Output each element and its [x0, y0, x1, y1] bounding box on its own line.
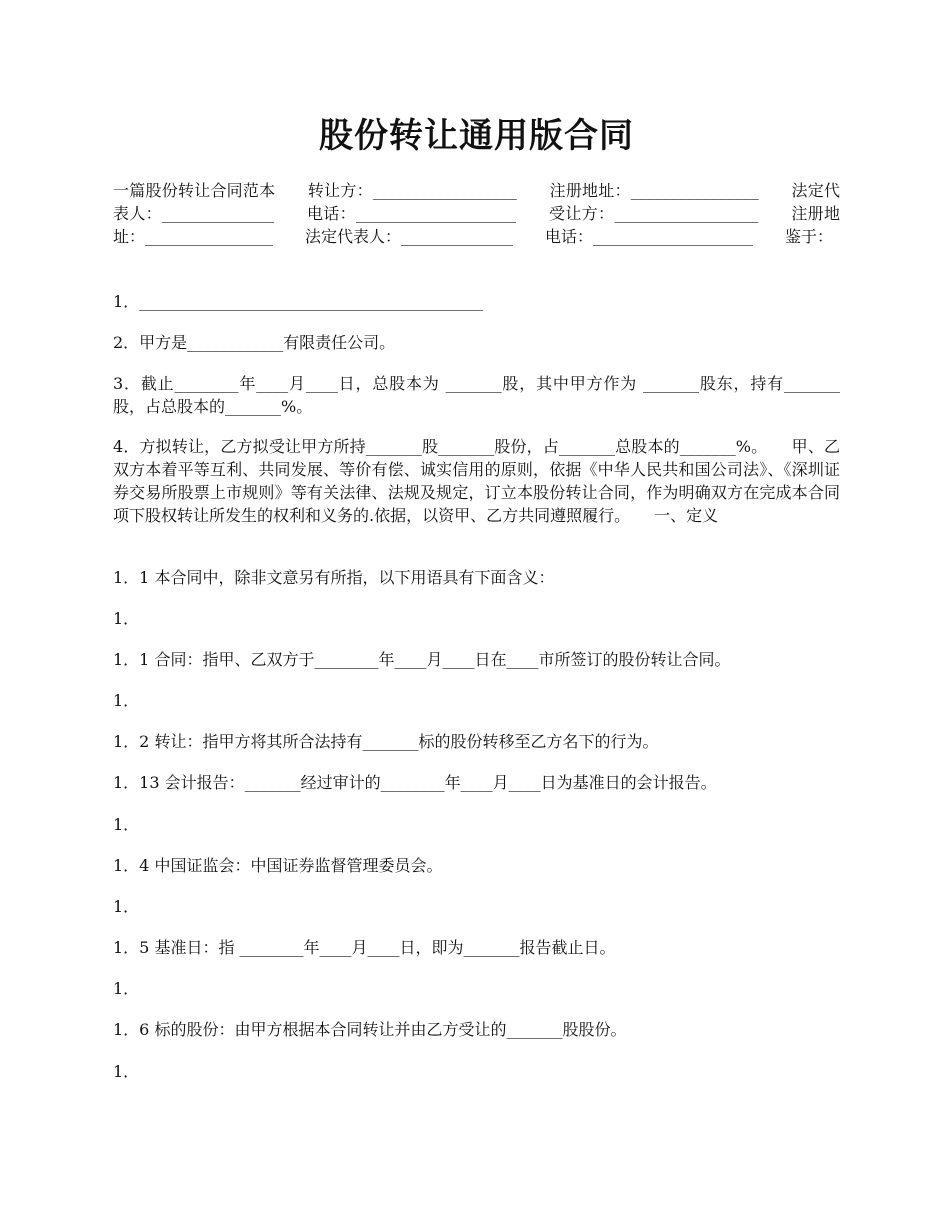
paragraph-def-target-shares: 1．6 标的股份：由甲方根据本合同转让并由乙方受让的_______股股份。: [113, 1020, 627, 1039]
paragraph-def-contract: 1．1 合同：指甲、乙双方于________年____月____日在____市所签订的股份转让合同。: [113, 650, 731, 669]
paragraph-4: 4．方拟转让，乙方拟受让甲方所持_______股_______股份，占_______总股本的_______%。 甲、乙双方本着平等互利、共同发展、等价有偿、诚实信用的原则，依据《中华人民共和国公司法》、《深圳证券交易所股票上市规则》等有关法律、法规及规定，订立本股份转让合同，作为明确双方在完成本合同项下股权转让所发生的权利和义务的.依据，以资甲、乙方共同遵照履行。 一、定义: [113, 437, 840, 525]
paragraph-blank-6: 1．: [113, 1062, 140, 1081]
paragraph-def-report: 1．13 会计报告：_______经过审计的________年____月____日为基准日的会计报告。: [113, 773, 717, 792]
paragraph-blank-3: 1．: [113, 815, 140, 834]
paragraph-blank-2: 1．: [113, 691, 140, 710]
paragraph-blank-1: 1．: [113, 609, 140, 628]
paragraph-blank-5: 1．: [113, 979, 140, 998]
document-title: 股份转让通用版合同: [319, 116, 634, 156]
paragraph-def-transfer: 1．2 转让：指甲方将其所合法持有_______标的股份转移至乙方名下的行为。: [113, 732, 659, 751]
paragraph-definitions-intro: 1．1 本合同中，除非文意另有所指，以下用语具有下面含义：: [113, 568, 555, 587]
paragraph-3: 3．截止________年____月____日，总股本为 _______股，其中甲方作为 _______股东，持有_______股，占总股本的_______%。: [113, 374, 840, 416]
paragraph-def-base-date: 1．5 基准日：指 ________年____月____日，即为_______报告截止日。: [113, 938, 616, 957]
paragraph-1: 1．___________________________________________: [113, 292, 484, 311]
paragraph-blank-4: 1．: [113, 897, 140, 916]
intro-paragraph: 一篇股份转让合同范本 转让方：__________________ 注册地址：________________ 法定代表人：______________ 电话：____________________ 受让方：__________________ 注册地址：________________ 法定代表人：______________ 电话：____________________ 鉴于：: [113, 181, 840, 246]
paragraph-def-csrc: 1．4 中国证监会：中国证券监督管理委员会。: [113, 856, 443, 875]
paragraph-2: 2．甲方是____________有限责任公司。: [113, 333, 396, 352]
